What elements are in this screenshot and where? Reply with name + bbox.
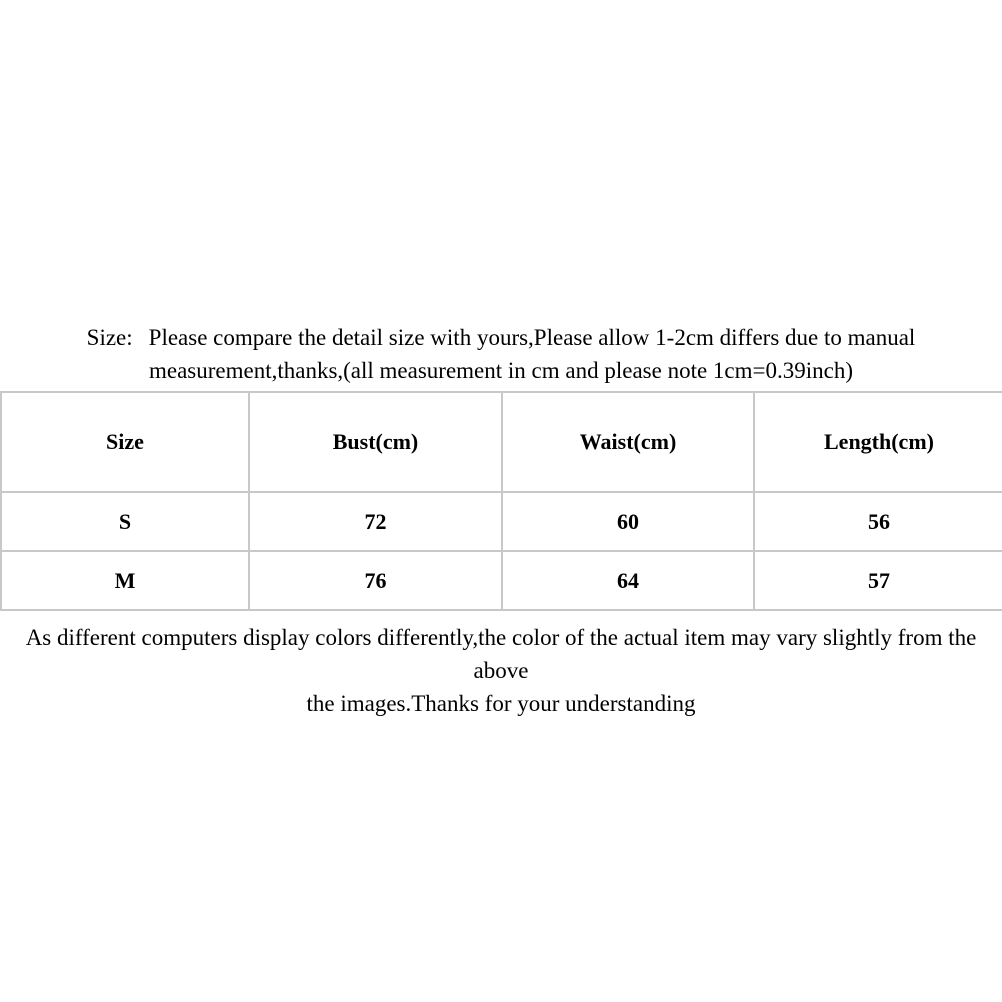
size-note-label: Size: bbox=[86, 325, 133, 350]
color-disclaimer-line1: As different computers display colors differently,the color of the actual item may vary slightly from the above bbox=[25, 625, 977, 683]
cell-waist-m: 64 bbox=[502, 551, 754, 610]
cell-length-s: 56 bbox=[754, 492, 1002, 551]
measurement-note-line1 bbox=[0, 321, 1002, 354]
cell-bust-s: 72 bbox=[249, 492, 502, 551]
color-disclaimer bbox=[0, 621, 1002, 720]
measurement-note bbox=[0, 321, 1002, 387]
column-header-waist: Waist(cm) bbox=[502, 392, 754, 492]
table-row-size-s bbox=[1, 492, 1002, 551]
cell-size-m: M bbox=[1, 551, 249, 610]
column-header-length: Length(cm) bbox=[754, 392, 1002, 492]
cell-length-m: 57 bbox=[754, 551, 1002, 610]
color-disclaimer-line2: the images.Thanks for your understanding bbox=[306, 691, 696, 716]
cell-bust-m: 76 bbox=[249, 551, 502, 610]
measurement-note-line2: measurement,thanks,(all measurement in cm and please note 1cm=0.39inch) bbox=[148, 358, 853, 383]
table-row-size-m bbox=[1, 551, 1002, 610]
column-header-size: Size bbox=[1, 392, 249, 492]
cell-waist-s: 60 bbox=[502, 492, 754, 551]
size-table bbox=[0, 391, 1002, 611]
column-header-bust: Bust(cm) bbox=[249, 392, 502, 492]
cell-size-s: S bbox=[1, 492, 249, 551]
size-table-header-row bbox=[1, 392, 1002, 492]
measurement-note-text: Please compare the detail size with yours,Please allow 1-2cm differs due to manual bbox=[148, 325, 916, 350]
